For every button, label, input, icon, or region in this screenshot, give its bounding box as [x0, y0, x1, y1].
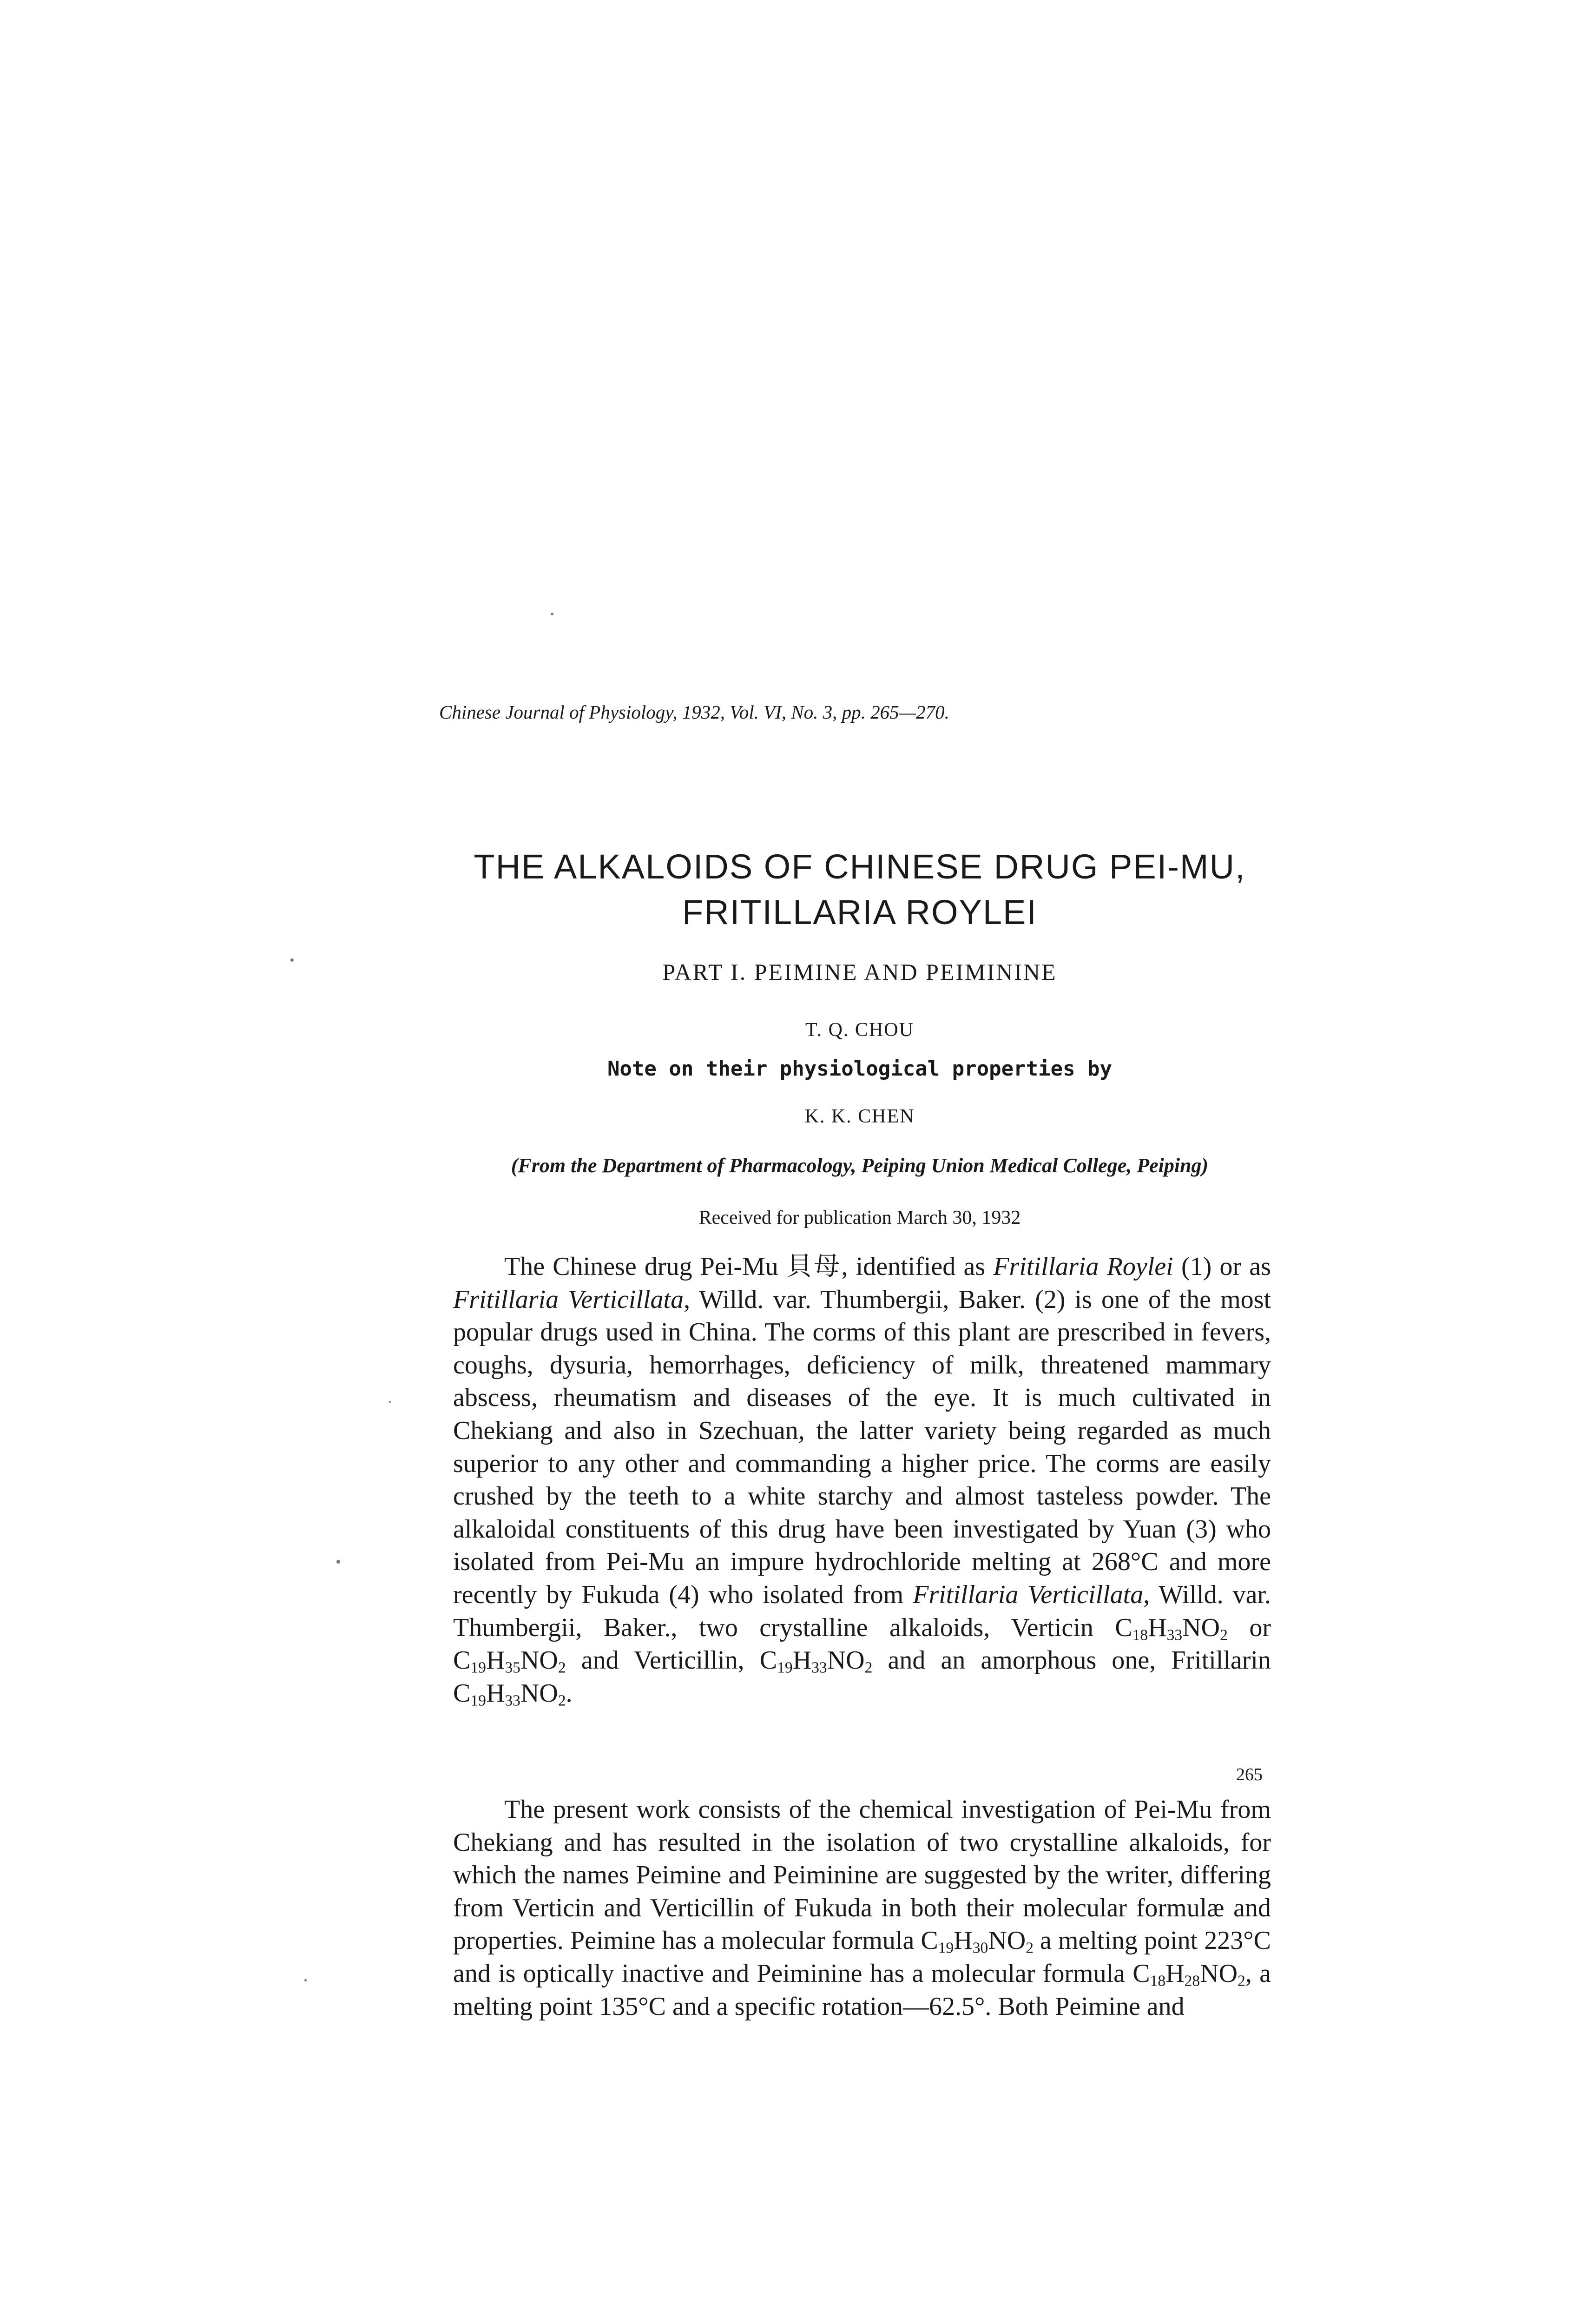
- body-paragraph-1: The Chinese drug Pei-Mu 貝母, identified as Fritillaria Roylei (1) or as Fritillaria Verticillata, Willd. var. Thumbergii, Baker. (2) is one of the most popular drugs used in China. The corms of this plant are prescribed in fevers, coughs, dysuria, hemorrhages, deficiency of milk, threatened mammary abscess, rheumatism and diseases of the eye. It is much cultivated in Chekiang and also in Szechuan, the latter variety being regarded as much superior to any other and commanding a higher price. The corms are easily crushed by the teeth to a white starchy and almost tasteless powder. The alkaloidal constituents of this drug have been investigated by Yuan (3) who isolated from Pei-Mu an impure hydrochloride melting at 268°C and more recently by Fukuda (4) who isolated from Fritillaria Verticillata, Willd. var. Thumbergii, Baker., two crystalline alkaloids, Verticin $C_{18}H_{33}NO_2$ or $C_{19}H_{35}NO_2$ and Verticillin, $C_{19}H_{33}NO_2$ and an amorphous one, Fritillarin $C_{19}H_{33}NO_2$.: [453, 1251, 1271, 1710]
- formula: $C_{18}H_{33}NO_2$: [1115, 1613, 1228, 1644]
- author-name: T. Q. CHOU: [805, 1019, 914, 1041]
- species-name: Fritillaria Verticillata: [913, 1580, 1144, 1609]
- article-title-line-2: FRITILLARIA ROYLEI: [682, 893, 1037, 931]
- formula: $C_{19}H_{33}NO_2$: [453, 1678, 566, 1710]
- species-name: Fritillaria Verticillata: [453, 1285, 684, 1314]
- scan-speck: [336, 1560, 340, 1564]
- part-subtitle: PART I. PEIMINE AND PEIMININE: [662, 959, 1057, 985]
- formula: $C_{19}H_{30}NO_2$: [921, 1926, 1034, 1957]
- scan-speck: [304, 1979, 307, 1981]
- coauthor-name: K. K. CHEN: [804, 1106, 915, 1127]
- article-title-line-1: THE ALKALOIDS OF CHINESE DRUG PEI-MU,: [474, 847, 1246, 886]
- received-date: Received for publication March 30, 1932: [698, 1207, 1021, 1228]
- formula: $C_{19}H_{35}NO_2$: [453, 1646, 566, 1677]
- species-name: Fritillaria Roylei: [993, 1252, 1173, 1281]
- physiology-note: Note on their physiological properties by: [607, 1057, 1113, 1081]
- scan-speck: [290, 958, 294, 962]
- scan-speck: [551, 613, 553, 615]
- formula: $C_{19}H_{33}NO_2$: [759, 1646, 873, 1677]
- scan-speck: [389, 1401, 391, 1403]
- page-number: 265: [1236, 1765, 1263, 1784]
- affiliation: (From the Department of Pharmacology, Peiping Union Medical College, Peiping): [511, 1154, 1209, 1177]
- formula: $C_{18}H_{28}NO_2$: [1132, 1959, 1245, 1990]
- chinese-name: 貝母: [786, 1251, 842, 1281]
- journal-citation: Chinese Journal of Physiology, 1932, Vol. VI, No. 3, pp. 265—270.: [439, 701, 949, 723]
- body-paragraph-2: The present work consists of the chemical investigation of Pei-Mu from Chekiang and has resulted in the isolation of two crystalline alkaloids, for which the names Peimine and Peiminine are suggested by the writer, differing from Verticin and Verticillin of Fukuda in both their molecular formulæ and properties. Peimine has a molecular formula $C_{19}H_{30}NO_2$ a melting point 223°C and is optically inactive and Peiminine has a molecular formula $C_{18}H_{28}NO_2$, a melting point 135°C and a specific rotation—62.5°. Both Peimine and: [453, 1795, 1271, 2021]
